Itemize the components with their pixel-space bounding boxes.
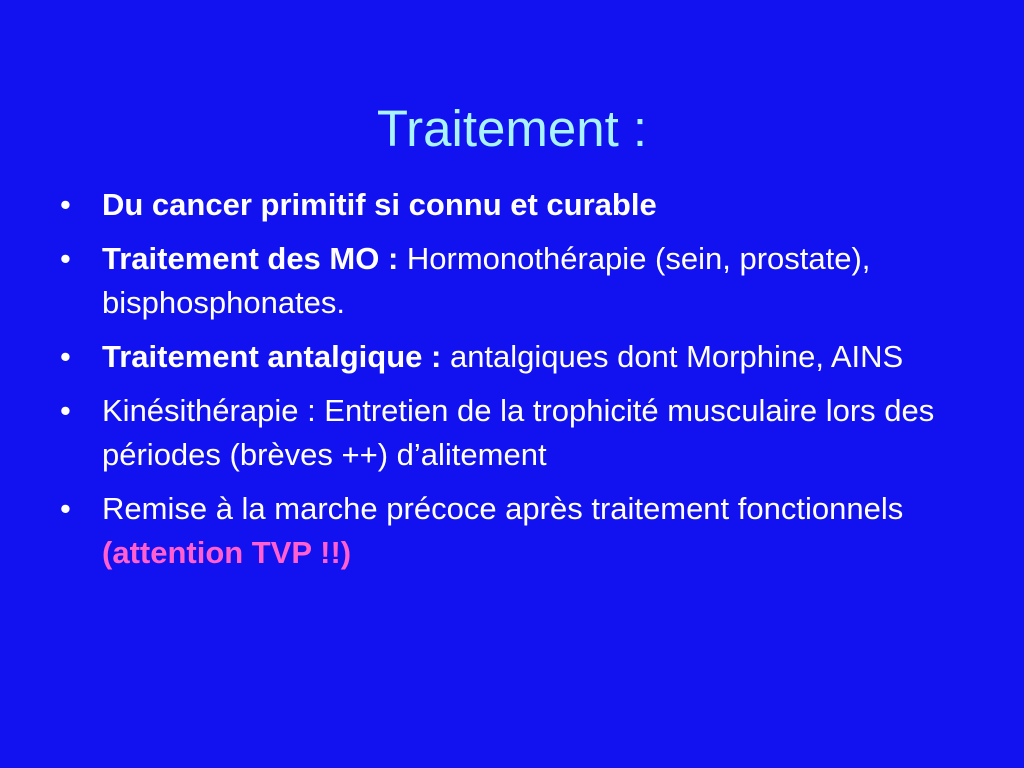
bullet-text: Hormonothérapie (sein, prostate), bisphosphonates.: [102, 241, 871, 320]
bullet-dot: •: [60, 241, 71, 276]
bullet-text: Remise à la marche précoce après traitement fonctionnels: [102, 491, 904, 526]
highlight-warning-text: (attention TVP !!): [102, 535, 352, 570]
bullet-bold-text: Du cancer primitif si connu et curable: [102, 187, 657, 222]
bullet-dot: •: [60, 339, 71, 374]
bullet-item-traitement-mo: [56, 237, 986, 325]
bullet-dot: •: [60, 187, 71, 222]
bullet-item-cancer-primitif: [56, 183, 986, 227]
bullet-bold-text: Traitement antalgique :: [102, 339, 450, 374]
bullet-item-kinesitherapie: [56, 389, 986, 477]
bullet-list: [56, 183, 986, 585]
bullet-item-remise-marche: [56, 487, 986, 575]
bullet-dot: •: [60, 393, 71, 428]
bullet-item-traitement-antalgique: [56, 335, 986, 379]
bullet-text: antalgiques dont Morphine, AINS: [449, 339, 904, 374]
bullet-dot: •: [60, 491, 71, 526]
slide-title: Traitement :: [376, 100, 648, 158]
bullet-bold-text: Traitement des MO :: [102, 241, 407, 276]
bullet-text: Kinésithérapie : Entretien de la trophicité musculaire lors des périodes (brèves ++) d’alitement: [102, 393, 935, 472]
